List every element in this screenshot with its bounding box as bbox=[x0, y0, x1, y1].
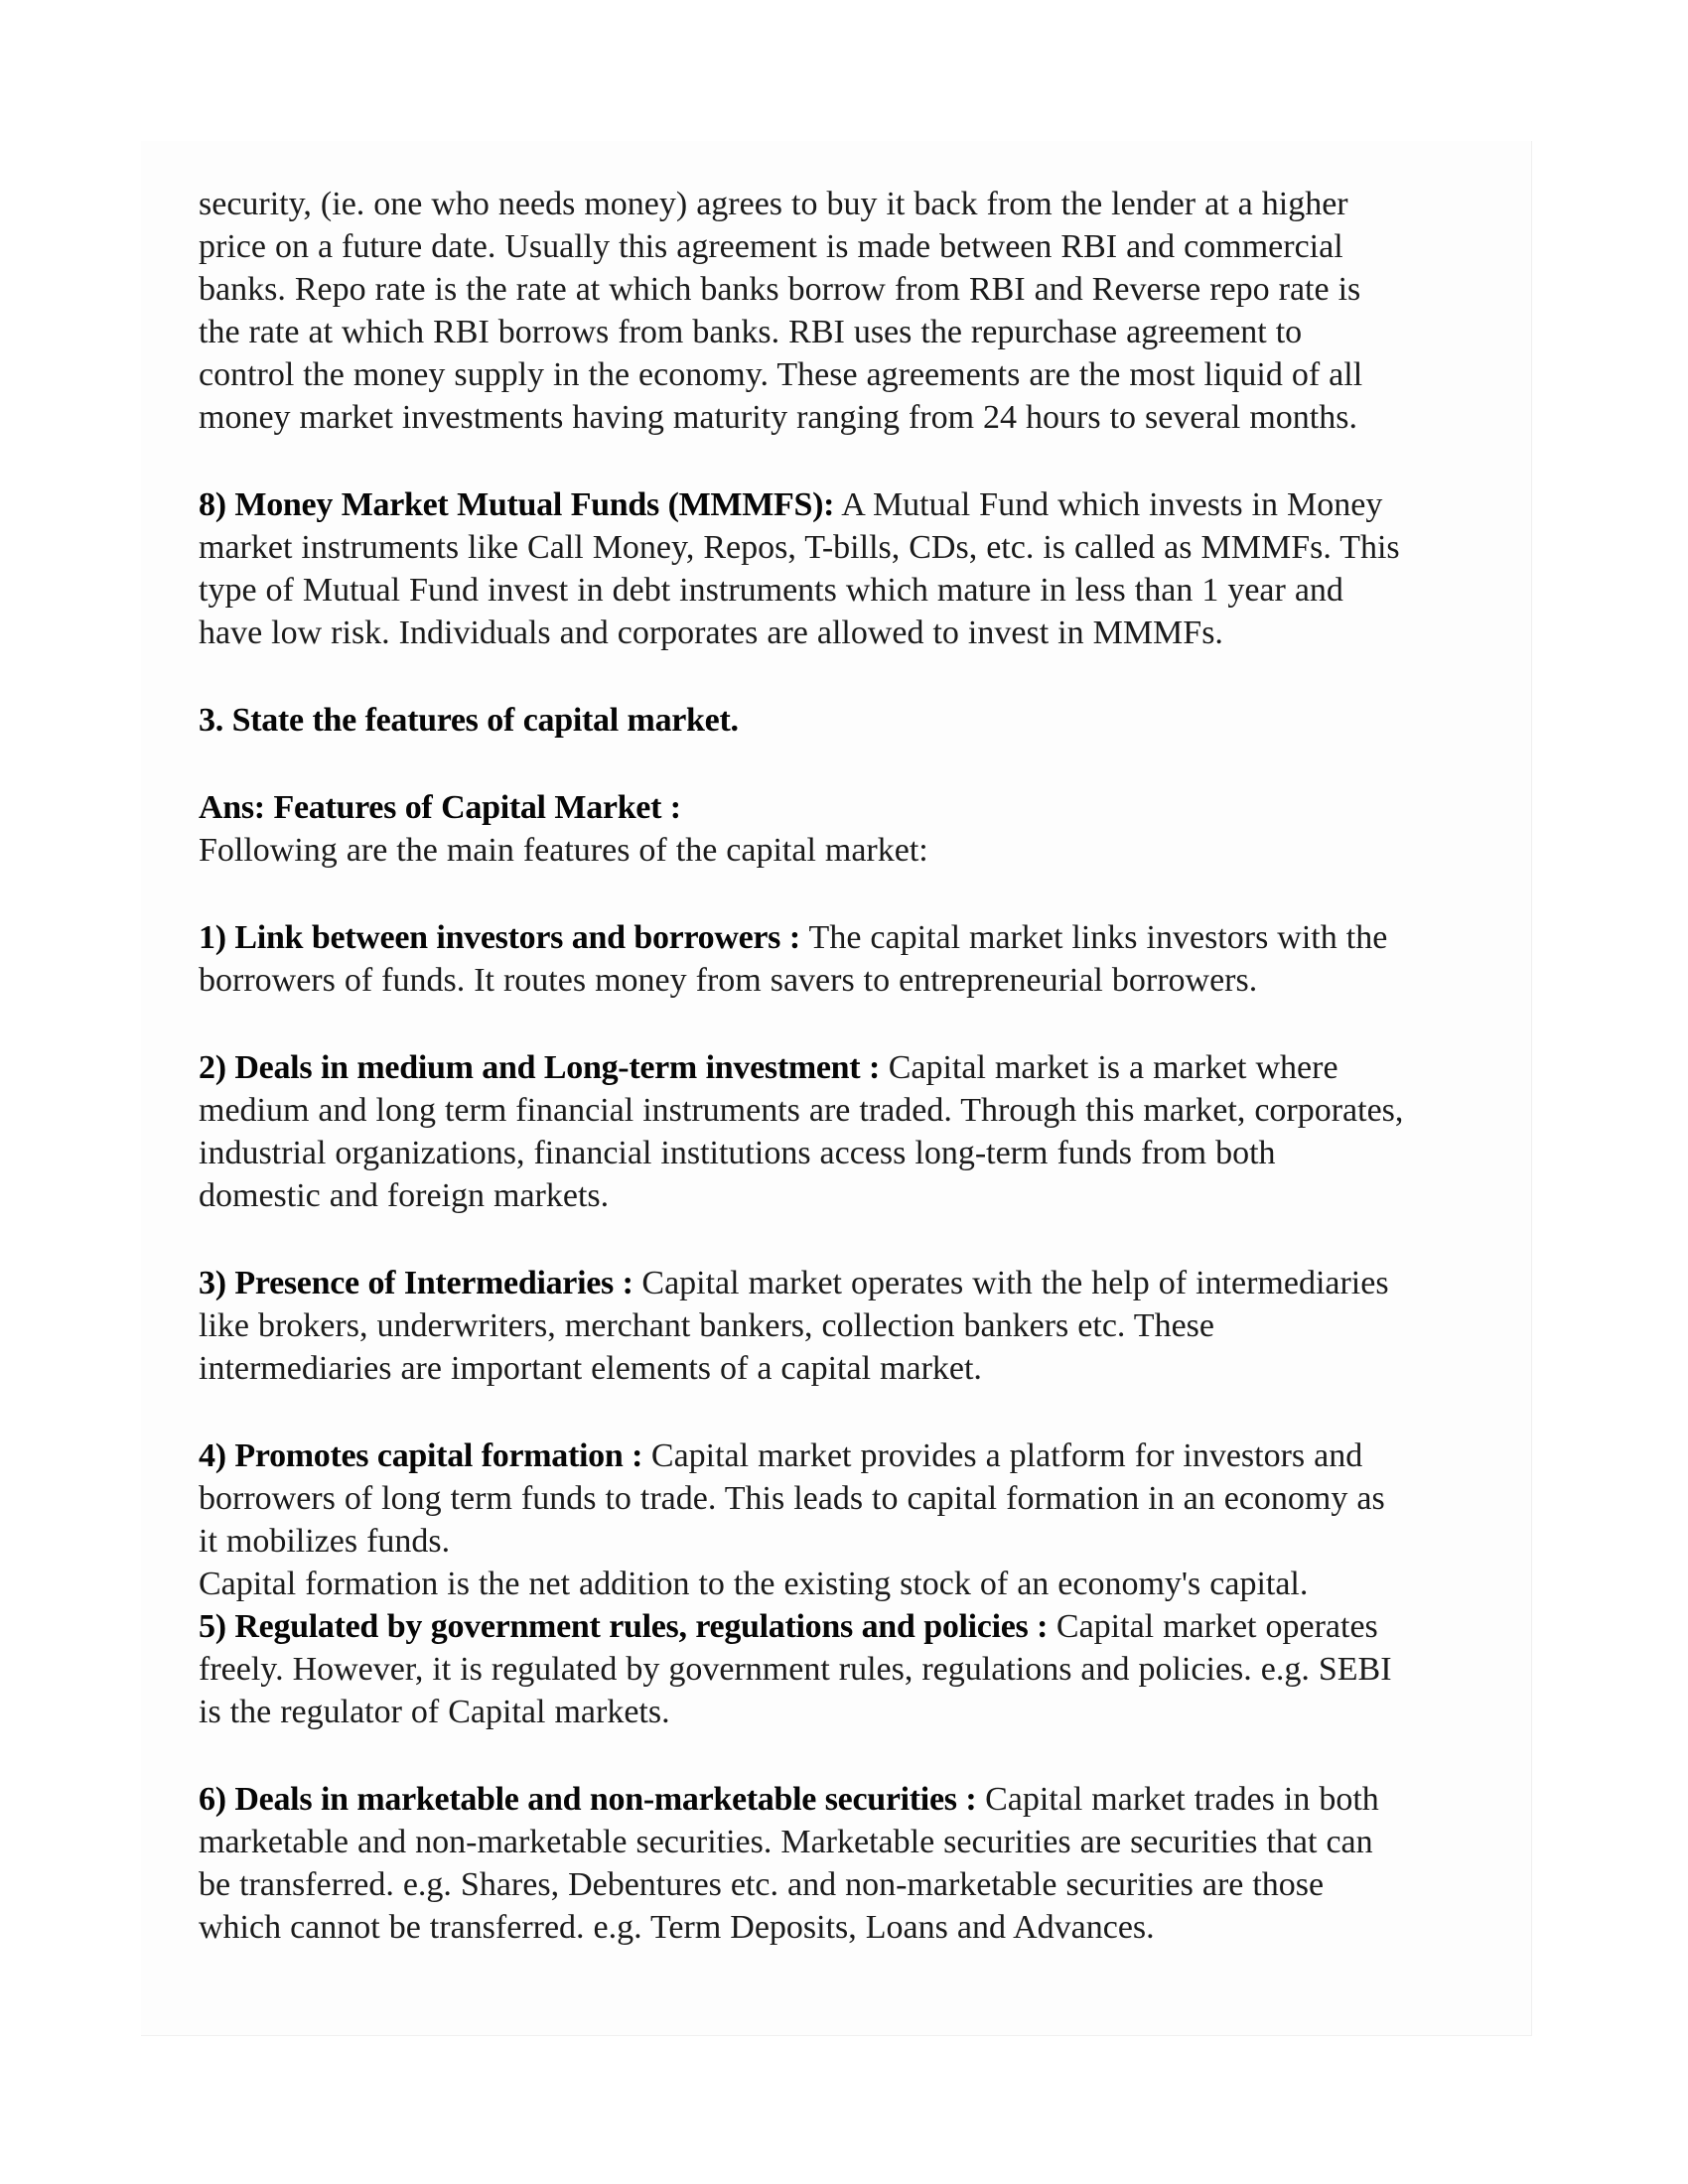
feature-3-presence-of-intermediaries bbox=[199, 1262, 1405, 1390]
feature-heading: 2) Deals in medium and Long-term investment : bbox=[199, 1049, 889, 1086]
feature-heading: 5) Regulated by government rules, regulations and policies : bbox=[199, 1608, 1056, 1645]
feature-heading: 3) Presence of Intermediaries : bbox=[199, 1265, 642, 1301]
body-text: Following are the main features of the capital market: bbox=[199, 832, 928, 869]
body-text: Capital market provides a platform for investors and borrowers of long term funds to trade. This leads to capital formation in an economy as it mobilizes funds. bbox=[199, 1437, 1385, 1560]
term-heading: 8) Money Market Mutual Funds (MMMFS): bbox=[199, 486, 835, 523]
body-text: Capital market is a market where medium and long term financial instruments are traded. Through this market, corporates, industrial organizations, financial institutions access long-term funds from both domestic and foreign markets. bbox=[199, 1049, 1404, 1214]
body-text: Capital market operates freely. However, it is regulated by government rules, regulations and policies. e.g. SEBI is the regulator of Capital markets. bbox=[199, 1608, 1392, 1730]
feature-4-and-5-capital-formation-regulation bbox=[199, 1434, 1405, 1733]
feature-heading: 6) Deals in marketable and non-marketable securities : bbox=[199, 1781, 986, 1818]
feature-6-marketable-non-marketable-securities bbox=[199, 1778, 1405, 1949]
answer-heading: Ans: Features of Capital Market : bbox=[199, 789, 681, 826]
answer-intro bbox=[199, 786, 1405, 872]
body-text: security, (ie. one who needs money) agrees to buy it back from the lender at a higher price on a future date. Usually this agreement is made between RBI and commercial banks. Repo rate is the rate at which banks borrow from RBI and Reverse repo rate is the rate at which RBI borrows from banks. RBI uses the repurchase agreement to control the money supply in the economy. These agreements are the most liquid of all money market investments having maturity ranging from 24 hours to several months. bbox=[199, 186, 1363, 436]
body-text: Capital market trades in both marketable and non-marketable securities. Marketable securities are securities that can be transferred. e.g. Shares, Debentures etc. and non-marketable securities are those which cannot be transferred. e.g. Term Deposits, Loans and Advances. bbox=[199, 1781, 1379, 1946]
feature-1-link-investors-borrowers bbox=[199, 916, 1405, 1002]
question-heading bbox=[199, 699, 1405, 742]
document-content bbox=[199, 183, 1405, 1949]
feature-2-medium-long-term-investment bbox=[199, 1046, 1405, 1217]
paragraph-repurchase-agreement bbox=[199, 183, 1405, 439]
body-text: A Mutual Fund which invests in Money market instruments like Call Money, Repos, T-bills, CDs, etc. is called as MMMFs. This type of Mutual Fund invest in debt instruments which mature in less than 1 year and have low risk. Individuals and corporates are allowed to invest in MMMFs. bbox=[199, 486, 1400, 651]
body-text: The capital market links investors with the borrowers of funds. It routes money from savers to entrepreneurial borrowers. bbox=[199, 919, 1388, 999]
feature-heading: 4) Promotes capital formation : bbox=[199, 1437, 651, 1474]
feature-heading: 1) Link between investors and borrowers : bbox=[199, 919, 809, 956]
body-text: Capital market operates with the help of intermediaries like brokers, underwriters, merchant bankers, collection bankers etc. These intermediaries are important elements of a capital market. bbox=[199, 1265, 1389, 1387]
paragraph-money-market-mutual-funds bbox=[199, 483, 1405, 654]
body-text: Capital formation is the net addition to the existing stock of an economy's capital. bbox=[199, 1566, 1309, 1602]
question-title: 3. State the features of capital market. bbox=[199, 702, 739, 739]
